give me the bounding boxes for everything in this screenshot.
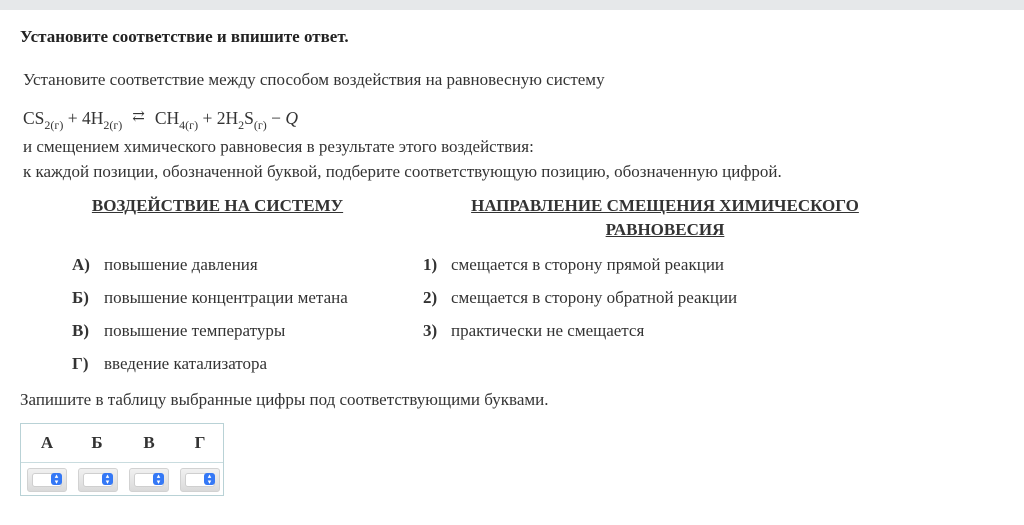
task-intro: Установите соответствие между способом воздействия на равновесную систему [23,70,605,89]
eq-minus: − [266,108,286,128]
item-key: А) [72,255,90,274]
item-key: 3) [423,321,438,340]
answer-table [20,423,224,496]
list-item [72,321,285,341]
right-column-title [450,194,880,242]
item-key: В) [72,321,89,340]
eq-q: Q [285,108,299,128]
item-text: введение катализатора [104,354,268,373]
item-text: повышение давления [104,255,258,274]
list-item [423,255,724,275]
item-text: повышение температуры [104,321,286,340]
answer-select-b[interactable] [78,468,118,492]
eq-p2-sub: 2 [238,118,245,132]
eq-r1-sub: 2(г) [44,118,64,132]
table-instruction: Запишите в таблицу выбранные цифры под соответствующими буквами. [20,390,549,409]
answer-select-g[interactable] [180,468,220,492]
item-text: смещается в сторону обратной реакции [451,288,738,307]
chevron-updown-icon[interactable]: ▴ ▾ [153,473,164,485]
eq-p1-sub: 4(г) [179,118,199,132]
answer-header-v: В [143,433,155,452]
eq-r2-sub: 2(г) [103,118,123,132]
equilibrium-arrow-icon: ⇄ [132,109,145,125]
eq-r1: CS [23,108,45,128]
right-column-title-line2: РАВНОВЕСИЯ [605,220,725,239]
answer-header-b: Б [91,433,103,452]
item-key: 2) [423,288,438,307]
reaction-equation [23,108,298,133]
item-text: повышение концентрации метана [104,288,348,307]
eq-p2b-sub: (г) [253,118,267,132]
chevron-updown-icon[interactable]: ▴ ▾ [51,473,62,485]
eq-p2b: S [244,108,254,128]
item-key: 1) [423,255,438,274]
list-item [423,288,737,308]
item-key: Б) [72,288,89,307]
chevron-updown-icon[interactable]: ▴ ▾ [204,473,215,485]
list-item [72,288,348,308]
list-item [72,255,258,275]
right-column-title-line1: НАПРАВЛЕНИЕ СМЕЩЕНИЯ ХИМИЧЕСКОГО [471,196,859,215]
eq-p1: CH [154,108,180,128]
chevron-updown-icon[interactable]: ▴ ▾ [102,473,113,485]
answer-header-a: А [40,433,54,452]
task-heading: Установите соответствие и впишите ответ. [20,27,349,46]
item-text: смещается в сторону прямой реакции [451,255,725,274]
top-bar [0,0,1024,10]
list-item [72,354,267,374]
list-item [423,321,644,341]
item-text: практически не смещается [451,321,645,340]
answer-select-v[interactable] [129,468,169,492]
item-key: Г) [72,354,89,373]
eq-plus2: + 2H [198,108,239,128]
task-line-4: к каждой позиции, обозначенной буквой, подберите соответствующую позицию, обозначенную цифрой. [23,162,782,181]
left-column-title: ВОЗДЕЙСТВИЕ НА СИСТЕМУ [91,196,344,215]
table-divider [21,462,223,463]
answer-header-g: Г [194,433,206,452]
eq-plus1: + 4H [63,108,104,128]
task-line-3: и смещением химического равновесия в результате этого воздействия: [23,137,534,156]
answer-select-a[interactable] [27,468,67,492]
